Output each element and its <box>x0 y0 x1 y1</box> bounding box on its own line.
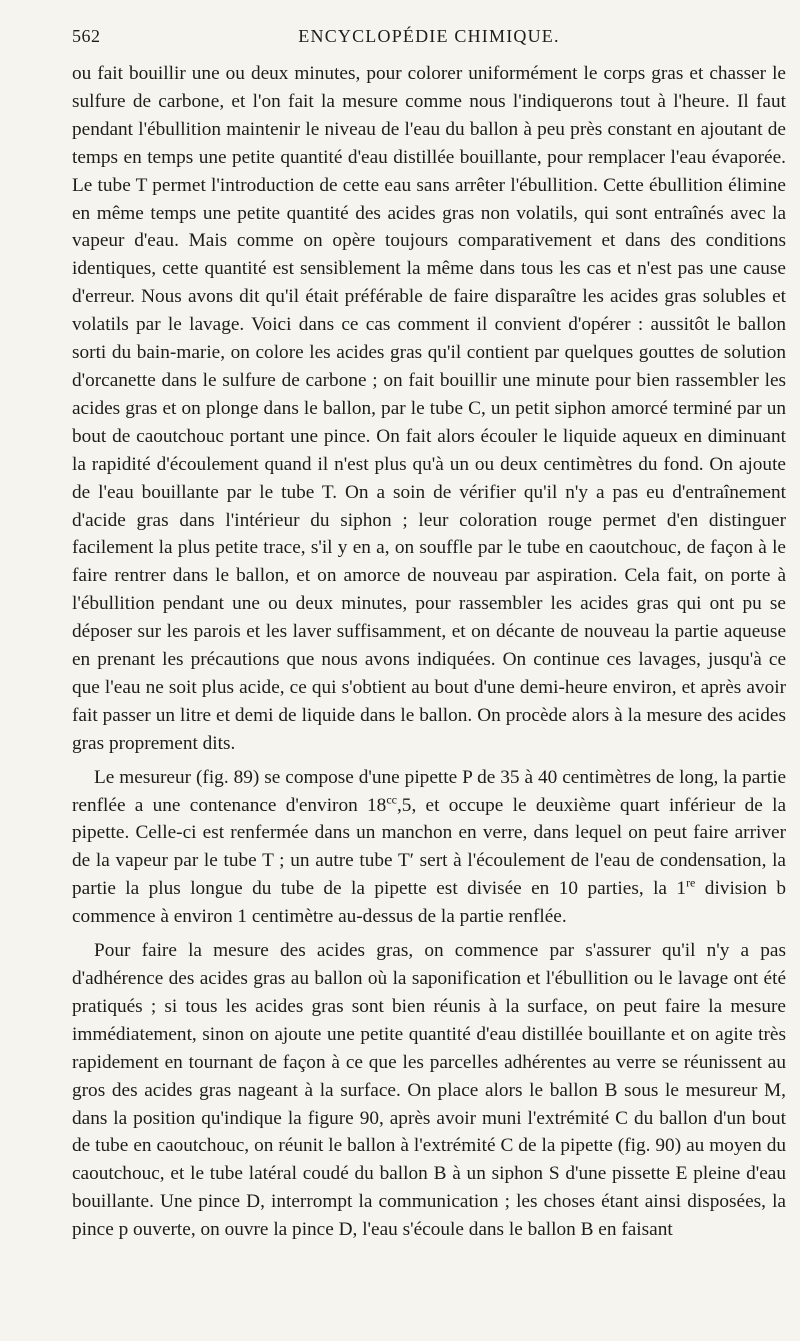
running-title: ENCYCLOPÉDIE CHIMIQUE. <box>298 26 560 46</box>
paragraph-2: Le mesureur (fig. 89) se compose d'une pipette P de 35 à 40 centimètres de long, la partie renflée a une contenance d'environ $18^{cc},5$, et occupe le deuxième quart inférieur de la pipette. Celle-ci est renfermée dans un manchon en verre, dans lequel on peut faire arriver de la vapeur par le tube T ; un autre tube T′ sert à l'écoulement de l'eau de condensation, la partie la plus longue du tube de la pipette est divisée en 10 parties, la 1re division b commence à environ 1 centimètre au-dessus de la partie renflée. <box>72 766 787 928</box>
ordinal-superscript: re <box>686 875 696 890</box>
paragraph-1: ou fait bouillir une ou deux minutes, pour colorer uniformément le corps gras et chasser le sulfure de carbone, et l'on fait la mesure comme nous l'indiquerons tout à l'heure. Il faut pendant l'ébullition maintenir le niveau de l'eau du ballon à peu près constant en ajoutant de temps en temps une petite quantité d'eau distillée bouillante, pour remplacer l'eau évaporée. Le tube T permet l'introduction de cette eau sans arrêter l'ébullition. Cette ébullition élimine en même temps une petite quantité des acides gras non volatils, qui sont entraînés avec la vapeur d'eau. Mais comme on opère toujours comparativement et dans des conditions identiques, cette quantité est sensiblement la même dans tous les cas et n'est pas une cause d'erreur. Nous avons dit qu'il était préférable de faire disparaître les acides gras solubles et volatils par le lavage. Voici dans ce cas comment il convient d'opérer : aussitôt le ballon sorti du bain-marie, on colore les acides gras qu'il contient par quelques gouttes de solution d'orcanette dans le sulfure de carbone ; on fait bouillir une minute pour bien rassembler les acides gras et on plonge dans le ballon, par le tube C, un petit siphon amorcé terminé par un bout de caoutchouc portant une pince. On fait alors écouler le liquide aqueux en diminuant la rapidité d'écoulement quand il n'est plus qu'à un ou deux centimètres du fond. On ajoute de l'eau bouillante par le tube T. On a soin de vérifier qu'il n'y a pas eu d'entraînement d'acide gras dans l'intérieur du siphon ; leur coloration rouge permet d'en distinguer facilement la plus petite trace, s'il y en a, on souffle par le tube en caoutchouc, de façon à le faire rentrer dans le ballon, et on amorce de nouveau par aspiration. Cela fait, on porte à l'ébullition pendant une ou deux minutes, pour rassembler les acides gras qui ont pu se déposer sur les parois et les laver suffisamment, et on décante de nouveau la partie aqueuse en prenant les précautions que nous avons indiquées. On continue ces lavages, jusqu'à ce que l'eau ne soit plus acide, ce qui s'obtient au bout d'une demi-heure environ, et après avoir fait passer un litre et demi de liquide dans le ballon. On procède alors à la mesure des acides gras proprement dits. <box>72 63 786 754</box>
unit-superscript: cc <box>386 792 397 807</box>
paragraph-3: Pour faire la mesure des acides gras, on commence par s'assurer qu'il n'y a pas d'adhérence des acides gras au ballon où la saponification et l'ébullition ou le lavage ont été pratiqués ; si tous les acides gras sont bien réunis à la surface, on peut faire la mesure immédiatement, sinon on ajoute une petite quantité d'eau distillée bouillante et on agite très rapidement en tournant de façon à ce que les parcelles adhérentes au verre se réunissent au gros des acides gras nageant à la surface. On place alors le ballon B sous le mesureur M, dans la position qu'indique la figure 90, après avoir muni l'extrémité C du ballon d'un bout de tube en caoutchouc, on réunit le ballon à l'extrémité C de la pipette (fig. 90) au moyen du caoutchouc, et le tube latéral coudé du ballon B à un siphon S d'une pissette E pleine d'eau bouillante. Une pince D, interrompt la communication ; les choses étant ainsi disposées, la pince p ouverte, on ouvre la pince D, l'eau s'écoule dans le ballon B en faisant <box>72 940 786 1241</box>
body-text <box>72 60 786 1244</box>
page-number: 562 <box>72 26 101 46</box>
running-header <box>72 26 786 60</box>
